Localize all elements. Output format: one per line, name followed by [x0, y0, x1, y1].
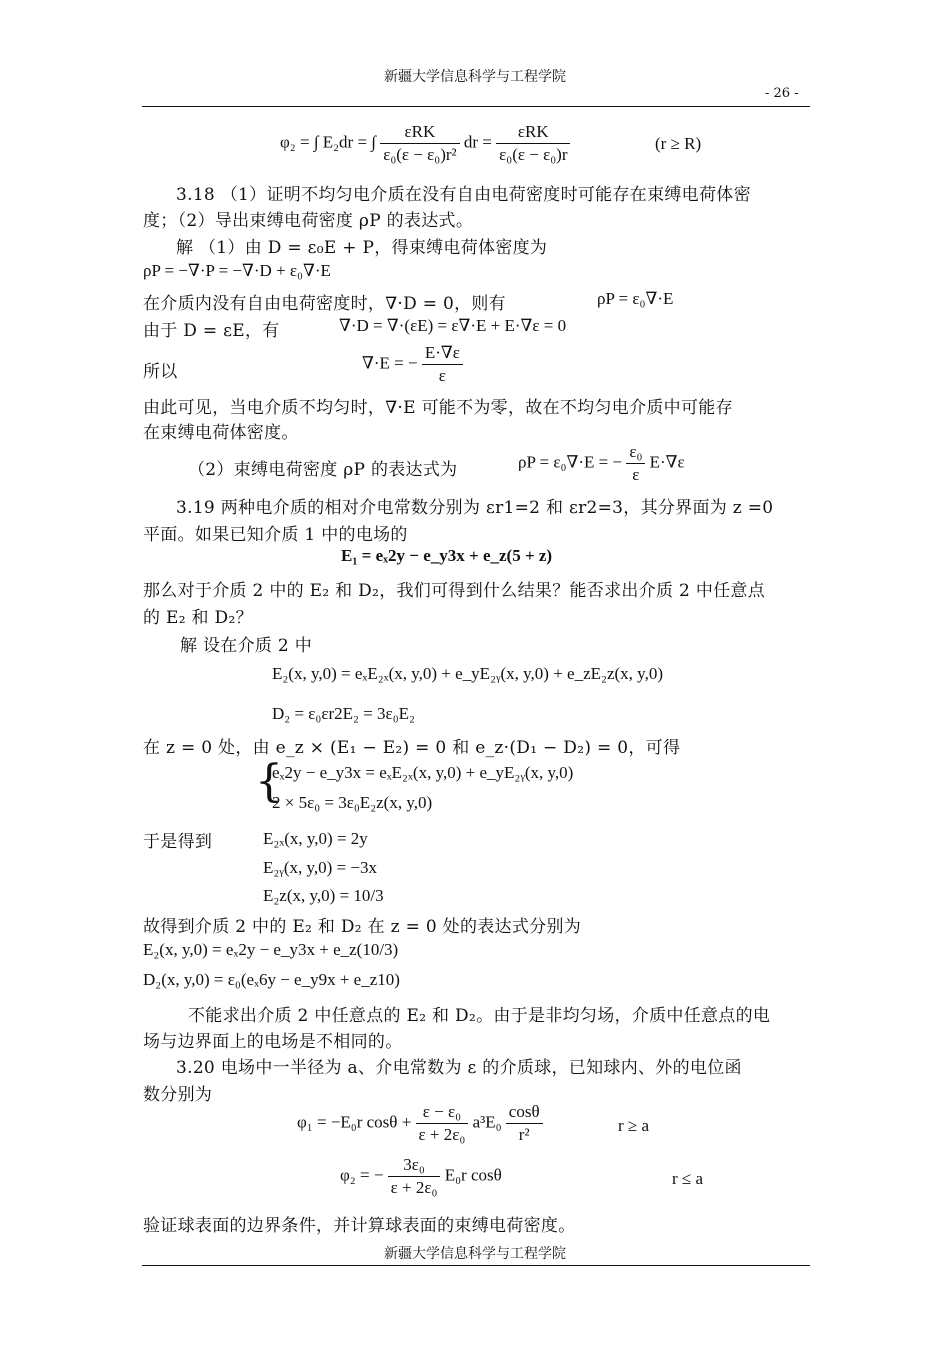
verify-text: 验证球表面的边界条件，并计算球表面的束缚电荷密度。: [143, 1216, 576, 1236]
problem-3-20-line1: 3.20 电场中一半径为 a、介电常数为 ε 的介质球，已知球内、外的电位函: [176, 1058, 742, 1078]
problem-3-19-line2: 平面。如果已知介质 1 中的电场的: [143, 525, 408, 545]
question-3-19-line1: 那么对于介质 2 中的 E₂ 和 D₂，我们可得到什么结果？能否求出介质 2 中任意点: [143, 581, 766, 601]
equation-div-e: ∇·E = − $\frac{E\cdot\nabla\varepsilon}{\varepsilon}$: [362, 343, 463, 386]
cannot-line1: 不能求出介质 2 中任意点的 E₂ 和 D₂。由于是非均匀场，介质中任意点的电: [188, 1006, 771, 1026]
cannot-line2: 场与边界面上的电场是不相同的。: [143, 1032, 403, 1052]
solution-3-19-intro: 解 设在介质 2 中: [180, 636, 313, 656]
header-institution: 新疆大学信息科学与工程学院: [384, 69, 566, 85]
conclusion-line2: 在束缚电荷体密度。: [143, 423, 299, 443]
boundary-condition-text: 在 z = 0 处，由 e_z × (E₁ − E₂) = 0 和 e_z·(D₁ − D₂) = 0，可得: [143, 738, 681, 758]
text-no-free-charge: 在介质内没有自由电荷密度时，∇·D = 0，则有: [143, 294, 506, 314]
question-3-19-line2: 的 E₂ 和 D₂？: [143, 608, 253, 628]
result-e2z: E₂z(x, y,0) = 10/3: [263, 886, 384, 905]
equation-phi2: φ₂ = − $\frac{\text{3ε₀}}{\text{ε + 2ε₀}}$ E₀r cosθ: [340, 1155, 502, 1197]
problem-3-18-line1: 3.18 （1）证明不均匀电介质在没有自由电荷密度时可能存在束缚电荷体密: [176, 185, 751, 205]
header-rule: [142, 106, 810, 107]
equation-div-d: ∇·D = ∇·(εE) = ε∇·E + E·∇ε = 0: [339, 316, 567, 335]
text-therefore: 所以: [143, 362, 178, 382]
system-brace: {: [255, 756, 283, 807]
result-e2y: E₂ᵧ(x, y,0) = −3x: [263, 858, 377, 877]
result-e2x: E₂ₓ(x, y,0) = 2y: [263, 829, 368, 848]
system-line1: eₓ2y − e_y3x = eₓE₂ₓ(x, y,0) + e_yE₂ᵧ(x, y,0): [272, 763, 574, 782]
equation-d2: D₂ = ε₀εr2E₂ = 3ε₀E₂: [272, 704, 415, 723]
text-thus-obtained: 于是得到: [143, 832, 213, 852]
text-expressions: 故得到介质 2 中的 E₂ 和 D₂ 在 z = 0 处的表达式分别为: [143, 917, 582, 937]
equation-rho-p-result: ρP = ε₀∇·E: [597, 289, 674, 308]
problem-3-18-line2: 度；（2）导出束缚电荷密度 ρP 的表达式。: [143, 211, 474, 231]
equation-phi2-integral: φ₂ = ∫ E₂dr = ∫ $\frac{\text{εRK}}{\text{ε₀(ε − ε₀)r²}}$ dr = $\frac{\text{εRK}}{\text{ε₀(ε − ε₀)r}}$: [280, 122, 570, 165]
equation-rho-p: ρP = −∇·P = −∇·D + ε₀∇·E: [143, 261, 331, 280]
page-number: - 26 -: [765, 86, 799, 101]
footer-institution: 新疆大学信息科学与工程学院: [384, 1246, 566, 1262]
final-d2: D₂(x, y,0) = ε₀(eₓ6y − e_y9x + e_z10): [143, 970, 400, 989]
condition-phi1: r ≥ a: [618, 1116, 650, 1135]
system-line2: 2 × 5ε₀ = 3ε₀E₂z(x, y,0): [272, 793, 433, 812]
conclusion-line1: 由此可见，当电介质不均匀时，∇·E 可能不为零，故在不均匀电介质中可能存: [143, 398, 733, 418]
equation-e2: E₂(x, y,0) = eₓE₂ₓ(x, y,0) + e_yE₂ᵧ(x, y,0) + e_zE₂z(x, y,0): [272, 664, 663, 683]
footer-rule: [142, 1265, 810, 1266]
problem-3-19-line1: 3.19 两种电介质的相对介电常数分别为 εr1=2 和 εr2=3，其分界面为 z =0: [176, 498, 774, 518]
solution-3-18-intro: 解 （1）由 D = ε₀E + P，得束缚电荷体密度为: [176, 238, 548, 258]
equation-part2: ρP = ε₀∇·E = − $\frac{\text{ε₀}}{\varepsilon}$ E·∇ε: [518, 442, 685, 484]
final-e2: E₂(x, y,0) = eₓ2y − e_y3x + e_z(10/3): [143, 940, 399, 959]
equation-phi1: φ₁ = −E₀r cosθ + $\frac{\text{ε − ε₀}}{\text{ε + 2ε₀}}$ a³E₀ $\frac{\cos\theta}{\text{r²}}$: [297, 1102, 543, 1145]
condition-phi2: r ≤ a: [672, 1169, 704, 1188]
equation-e1: E₁ = eₓ2y − e_y3x + e_z(5 + z): [341, 546, 553, 565]
part2-text: （2）束缚电荷密度 ρP 的表达式为: [188, 460, 458, 480]
problem-3-20-line2: 数分别为: [143, 1085, 213, 1105]
text-since-d-eq: 由于 D = εE，有: [143, 321, 280, 341]
equation-condition: (r ≥ R): [655, 134, 702, 153]
